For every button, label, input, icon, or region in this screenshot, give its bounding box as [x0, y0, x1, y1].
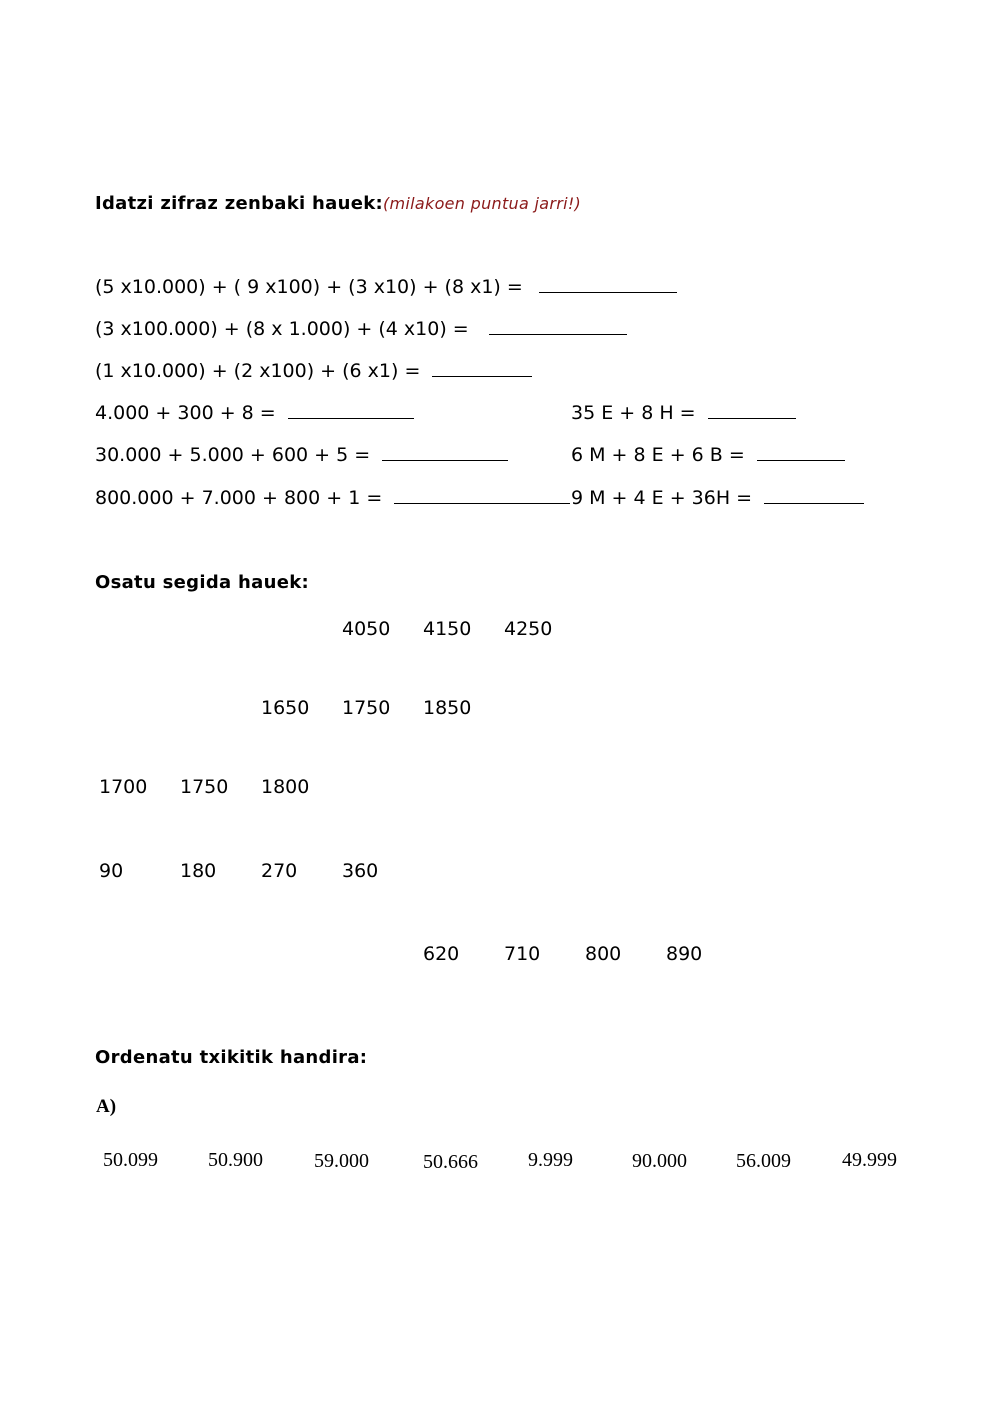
sequence-item: 1750	[180, 776, 229, 798]
section-3-title: Ordenatu txikitik handira:	[95, 1047, 368, 1068]
answer-blank[interactable]	[288, 417, 414, 419]
answer-blank[interactable]	[432, 375, 532, 377]
sequence-item: 4250	[504, 618, 553, 640]
equation-text: 4.000 + 300 + 8 =	[95, 402, 276, 424]
equation-row	[95, 360, 532, 382]
equation-text: 800.000 + 7.000 + 800 + 1 =	[95, 487, 383, 509]
sequence-item: 890	[666, 943, 703, 965]
equation-text: 30.000 + 5.000 + 600 + 5 =	[95, 444, 371, 466]
section-1-heading	[95, 193, 581, 214]
answer-blank[interactable]	[539, 291, 677, 293]
equation-row	[95, 402, 414, 424]
sequence-item: 4050	[342, 618, 391, 640]
order-number: 9.999	[528, 1149, 573, 1171]
answer-blank[interactable]	[708, 417, 796, 419]
equation-text: 35 E + 8 H =	[571, 402, 696, 424]
equation-row	[95, 487, 570, 509]
sequence-item: 90	[99, 860, 124, 882]
equation-text: (5 x10.000) + ( 9 x100) + (3 x10) + (8 x1) =	[95, 276, 523, 298]
answer-blank[interactable]	[394, 502, 570, 504]
equation-row	[95, 276, 677, 298]
sequence-item: 1750	[342, 697, 391, 719]
sequence-item: 1700	[99, 776, 148, 798]
answer-blank[interactable]	[764, 502, 864, 504]
answer-blank[interactable]	[382, 459, 508, 461]
sequence-item: 1850	[423, 697, 472, 719]
section-2-title: Osatu segida hauek:	[95, 572, 309, 593]
section-1-note: (milakoen puntua jarri!)	[382, 194, 582, 213]
sequence-item: 180	[180, 860, 217, 882]
order-number: 90.000	[632, 1150, 687, 1172]
sequence-item: 270	[261, 860, 298, 882]
order-number: 50.099	[103, 1149, 158, 1171]
order-number: 49.999	[842, 1149, 897, 1171]
sequence-item: 360	[342, 860, 379, 882]
sequence-item: 800	[585, 943, 622, 965]
equation-row-right	[571, 444, 845, 466]
order-number: 56.009	[736, 1150, 791, 1172]
equation-row	[95, 444, 508, 466]
equation-text: 6 M + 8 E + 6 B =	[571, 444, 745, 466]
equation-text: 9 M + 4 E + 36H =	[571, 487, 753, 509]
sequence-item: 4150	[423, 618, 472, 640]
sequence-item: 1650	[261, 697, 310, 719]
sequence-item: 1800	[261, 776, 310, 798]
sequence-item: 620	[423, 943, 460, 965]
equation-text: (3 x100.000) + (8 x 1.000) + (4 x10) =	[95, 318, 469, 340]
answer-blank[interactable]	[757, 459, 845, 461]
exercise-label: A)	[96, 1096, 117, 1117]
section-1-title: Idatzi zifraz zenbaki hauek:	[95, 193, 383, 214]
order-number: 59.000	[314, 1150, 369, 1172]
equation-row-right	[571, 402, 796, 424]
equation-row	[95, 318, 627, 340]
equation-row-right	[571, 487, 864, 509]
sequence-item: 710	[504, 943, 541, 965]
equation-text: (1 x10.000) + (2 x100) + (6 x1) =	[95, 360, 421, 382]
answer-blank[interactable]	[489, 333, 627, 335]
order-number: 50.900	[208, 1149, 263, 1171]
order-number: 50.666	[423, 1151, 478, 1173]
